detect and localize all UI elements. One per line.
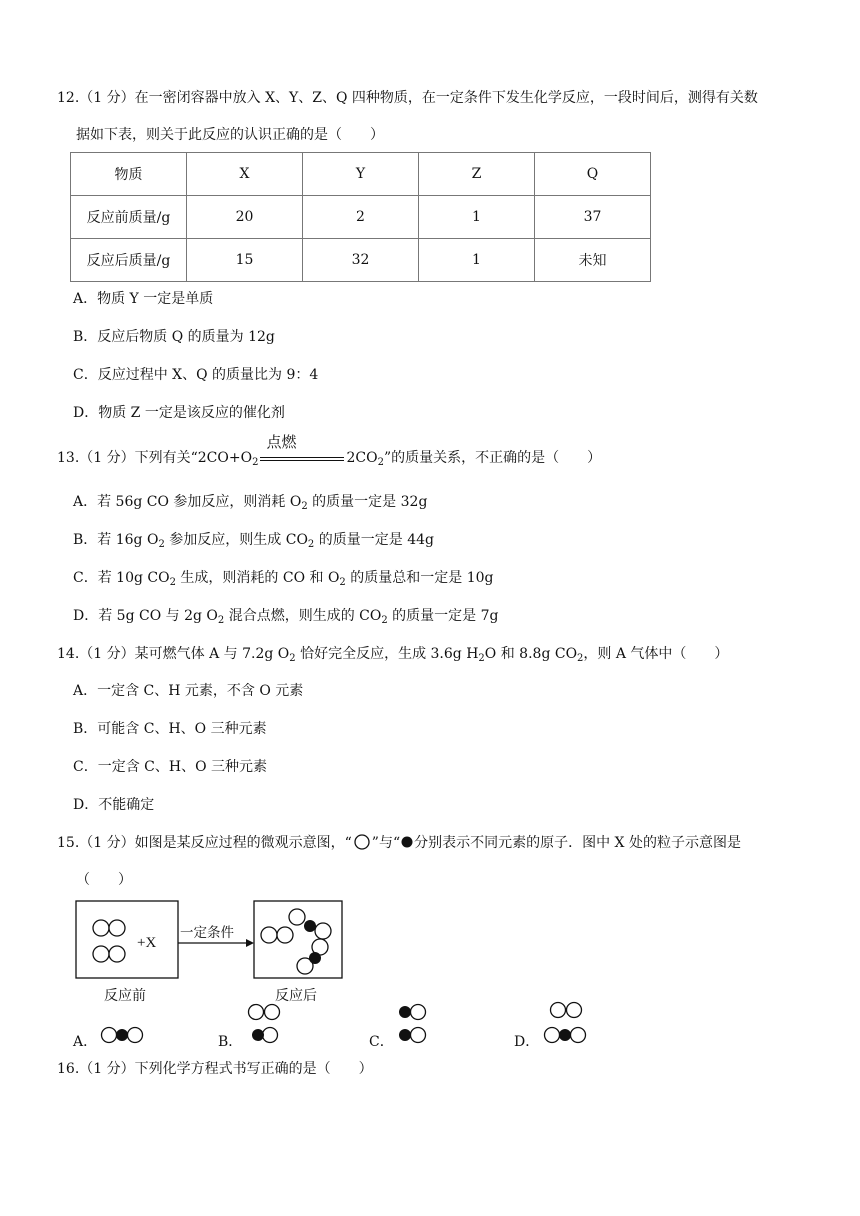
q14-option-d: D．不能确定: [73, 797, 155, 813]
table-header-row: [71, 153, 651, 196]
subscript: 2: [577, 653, 584, 664]
table-cell: 1: [419, 196, 535, 239]
q14-option-c: C．一定含 C、H、O 三种元素: [73, 759, 268, 775]
plus-x-label: +X: [137, 935, 157, 951]
text: 的质量一定是 7g: [387, 608, 499, 624]
text: D．若 5g CO 与 2g O: [73, 608, 218, 624]
q14-option-a: A．一定含 C、H 元素，不含 O 元素: [73, 683, 304, 699]
text: 的质量总和一定是 10g: [345, 570, 494, 586]
condition-label: 点燃: [266, 433, 297, 451]
text: O 和 8.8g CO: [484, 646, 578, 662]
q15-option-c-molecules: [396, 1000, 440, 1050]
q13-option-b: [73, 530, 434, 550]
white-atom-icon: [352, 834, 372, 850]
q13-option-c: [73, 568, 493, 588]
text: 恰好完全反应，生成 3.6g H: [295, 646, 479, 662]
q14-option-b: B．可能含 C、H、O 三种元素: [73, 721, 267, 737]
text: 14.（1 分）某可燃气体 A 与 7.2g O: [57, 646, 290, 662]
black-atom-icon: [400, 834, 414, 850]
text: C．若 10g CO: [73, 570, 170, 586]
text: 参加反应，则生成 CO: [164, 532, 308, 548]
text: ”与“: [371, 835, 401, 851]
subscript: 2: [252, 457, 259, 468]
text: 的质量一定是 44g: [314, 532, 434, 548]
text: 生成，则消耗的 CO 和 O: [175, 570, 340, 586]
text: 分别表示不同元素的原子．图中 X 处的粒子示意图是: [414, 835, 741, 851]
table-cell: 2: [303, 196, 419, 239]
table-header-cell: X: [187, 153, 303, 196]
table-cell: 反应后质量/g: [71, 239, 187, 282]
subscript: 2: [339, 577, 346, 588]
q15-option-a-label: A．: [73, 1034, 98, 1050]
subscript: 2: [478, 653, 485, 664]
subscript: 2: [169, 577, 176, 588]
table-cell: 32: [303, 239, 419, 282]
q12-option-d: D．物质 Z 一定是该反应的催化剂: [73, 405, 285, 421]
table-row: [71, 196, 651, 239]
before-caption: 反应前: [104, 988, 146, 1004]
text: ，则 A 气体中（ ）: [583, 646, 729, 662]
q15-option-a-molecule: [99, 1022, 149, 1050]
table-header-cell: Q: [535, 153, 651, 196]
subscript: 2: [307, 539, 315, 550]
table-row: [71, 239, 651, 282]
q12-data-table: [70, 152, 651, 282]
q15-answer-paren: （ ）: [76, 872, 132, 888]
q13-suffix: ”的质量关系，不正确的是（ ）: [383, 450, 602, 466]
q16-stem: 16.（1 分）下列化学方程式书写正确的是（ ）: [57, 1061, 373, 1077]
q13-product: 2CO: [346, 450, 378, 466]
q13-prefix: 13.（1 分）下列有关“2CO+O: [57, 450, 253, 466]
after-caption: 反应后: [275, 988, 317, 1004]
text: 的质量一定是 32g: [307, 494, 428, 510]
subscript: 2: [289, 653, 296, 664]
reaction-condition: [258, 433, 346, 466]
q12-stem-line2: 据如下表，则关于此反应的认识正确的是（ ）: [76, 127, 384, 143]
q13-option-a: [73, 492, 427, 512]
q13-option-d: [73, 606, 499, 626]
table-header-cell: 物质: [71, 153, 187, 196]
table-cell: 1: [419, 239, 535, 282]
q12-option-b: B．反应后物质 Q 的质量为 12g: [73, 329, 275, 345]
table-cell: 15: [187, 239, 303, 282]
subscript: 2: [217, 615, 225, 626]
q12-stem-line1: 12.（1 分）在一密闭容器中放入 X、Y、Z、Q 四种物质，在一定条件下发生化学反应，一段时间后，测得有关数: [57, 90, 758, 106]
q15-stem: [57, 833, 741, 853]
q14-stem: [57, 644, 728, 664]
subscript: 2: [377, 457, 384, 468]
q12-option-c: C．反应过程中 X、Q 的质量比为 9：4: [73, 367, 319, 383]
q13-stem: [57, 433, 602, 468]
reaction-diagram: [70, 895, 360, 985]
q12-option-a: A．物质 Y 一定是单质: [73, 291, 214, 307]
table-cell: 未知: [535, 239, 651, 282]
q15-option-c-label: C．: [369, 1034, 394, 1050]
text: 15.（1 分）如图是某反应过程的微观示意图，“: [57, 835, 352, 851]
q15-option-b-molecules: [245, 1000, 289, 1050]
table-cell: 37: [535, 196, 651, 239]
subscript: 2: [381, 615, 388, 626]
table-cell: 反应前质量/g: [71, 196, 187, 239]
text: A．若 56g CO 参加反应，则消耗 O: [73, 494, 302, 510]
table-header-cell: Y: [303, 153, 419, 196]
arrow-condition-label: 一定条件: [180, 925, 234, 941]
q15-option-d-label: D．: [514, 1034, 540, 1050]
q15-option-d-molecules: [541, 1000, 593, 1050]
subscript: 2: [158, 539, 165, 550]
table-header-cell: Z: [419, 153, 535, 196]
table-cell: 20: [187, 196, 303, 239]
text: B．若 16g O: [73, 532, 159, 548]
subscript: 2: [301, 501, 308, 512]
text: 混合点燃，则生成的 CO: [224, 608, 382, 624]
q15-option-b-label: B．: [218, 1034, 243, 1050]
